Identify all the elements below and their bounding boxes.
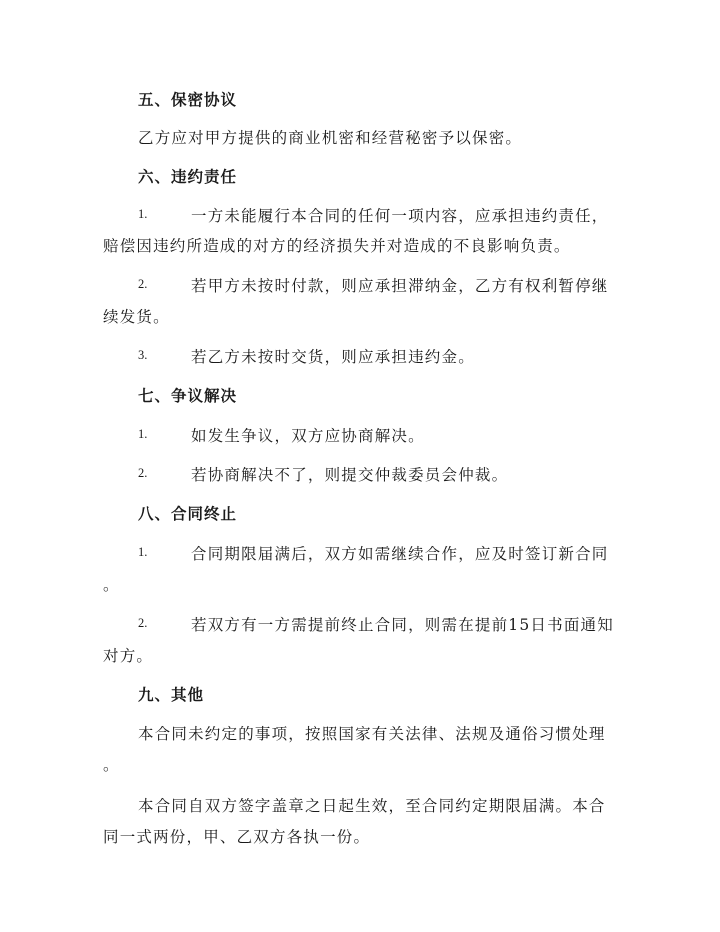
paragraph-effective-continuation: 同一式两份，甲、乙双方各执一份。	[103, 828, 371, 846]
list-number: 1.	[138, 545, 148, 559]
paragraph-effective-line: 本合同自双方签字盖章之日起生效，至合同约定期限届满。本合	[138, 797, 606, 815]
list-item-continuation: 对方。	[103, 647, 154, 665]
list-item-continuation: 续发货。	[103, 308, 170, 326]
list-number: 1.	[138, 427, 148, 441]
list-item-continuation: 赔偿因违约所造成的对方的经济损失并对造成的不良影响负责。	[103, 237, 571, 255]
list-item-line: 若甲方未按时付款，则应承担滞纳金，乙方有权利暂停继	[191, 277, 609, 295]
paragraph-other-line: 本合同未约定的事项，按照国家有关法律、法规及通俗习惯处理	[138, 725, 606, 743]
paragraph-confidentiality: 乙方应对甲方提供的商业机密和经营秘密予以保密。	[138, 129, 523, 147]
list-item-line: 若乙方未按时交货，则应承担违约金。	[191, 348, 475, 366]
list-item-line: 一方未能履行本合同的任何一项内容，应承担违约责任，	[191, 207, 609, 225]
paragraph-other-continuation: 。	[103, 756, 120, 774]
list-item-line: 合同期限届满后，双方如需继续合作，应及时签订新合同	[191, 545, 609, 563]
section-heading-confidentiality: 五、保密协议	[138, 90, 238, 109]
list-item-line: 若双方有一方需提前终止合同，则需在提前15日书面通知	[191, 616, 614, 634]
section-heading-breach-liability: 六、违约责任	[138, 167, 238, 186]
list-number: 2.	[138, 616, 148, 630]
list-number: 2.	[138, 277, 148, 291]
section-heading-other: 九、其他	[138, 685, 205, 704]
list-number: 3.	[138, 348, 148, 362]
list-item-line: 如发生争议，双方应协商解决。	[191, 427, 425, 445]
list-number: 2.	[138, 466, 148, 480]
list-item-continuation: 。	[103, 576, 120, 594]
section-heading-dispute-resolution: 七、争议解决	[138, 386, 238, 405]
list-item-line: 若协商解决不了，则提交仲裁委员会仲裁。	[191, 466, 509, 484]
list-number: 1.	[138, 207, 148, 221]
section-heading-contract-termination: 八、合同终止	[138, 504, 238, 523]
